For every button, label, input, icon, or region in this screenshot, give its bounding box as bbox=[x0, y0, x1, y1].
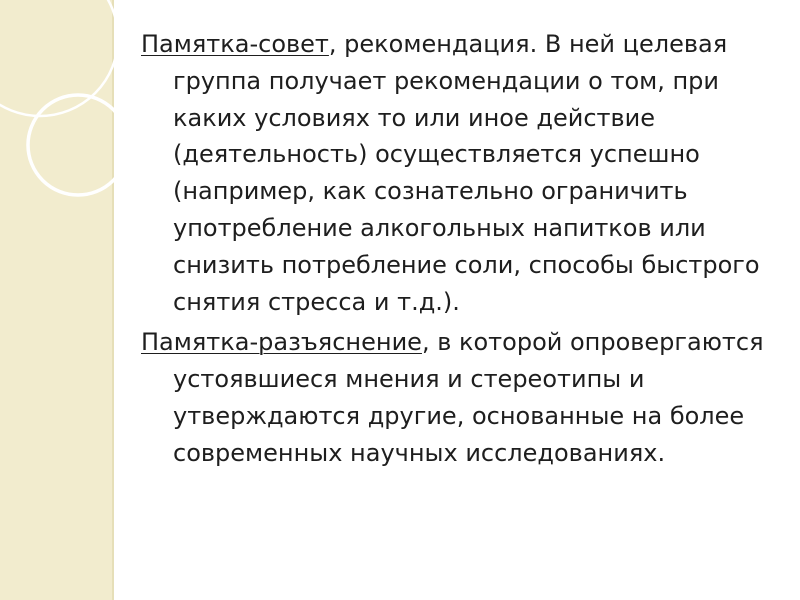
paragraph-advice-text: , рекомендация. В ней целевая группа получает рекомендации о том, при каких условиях то или иное действие (деятельность) осуществляется успешно (например, как сознательно ограничить употребление алкогольных напитков или снизить потребление соли, способы быстрого снятия стресса и т.д.). bbox=[173, 30, 760, 316]
term-explanation: Памятка-разъяснение bbox=[141, 328, 422, 357]
term-advice: Памятка-совет bbox=[141, 30, 329, 58]
slide-body bbox=[141, 26, 776, 476]
decorative-ring-small bbox=[28, 95, 128, 195]
paragraph-explanation-text: , в которой опровергаются устоявшиеся мнения и стереотипы и утверждаются другие, основанные на более современных научных исследованиях. bbox=[173, 328, 764, 467]
paragraph-explanation bbox=[141, 324, 776, 471]
decorative-rings bbox=[0, 0, 160, 260]
paragraph-advice bbox=[141, 26, 776, 320]
